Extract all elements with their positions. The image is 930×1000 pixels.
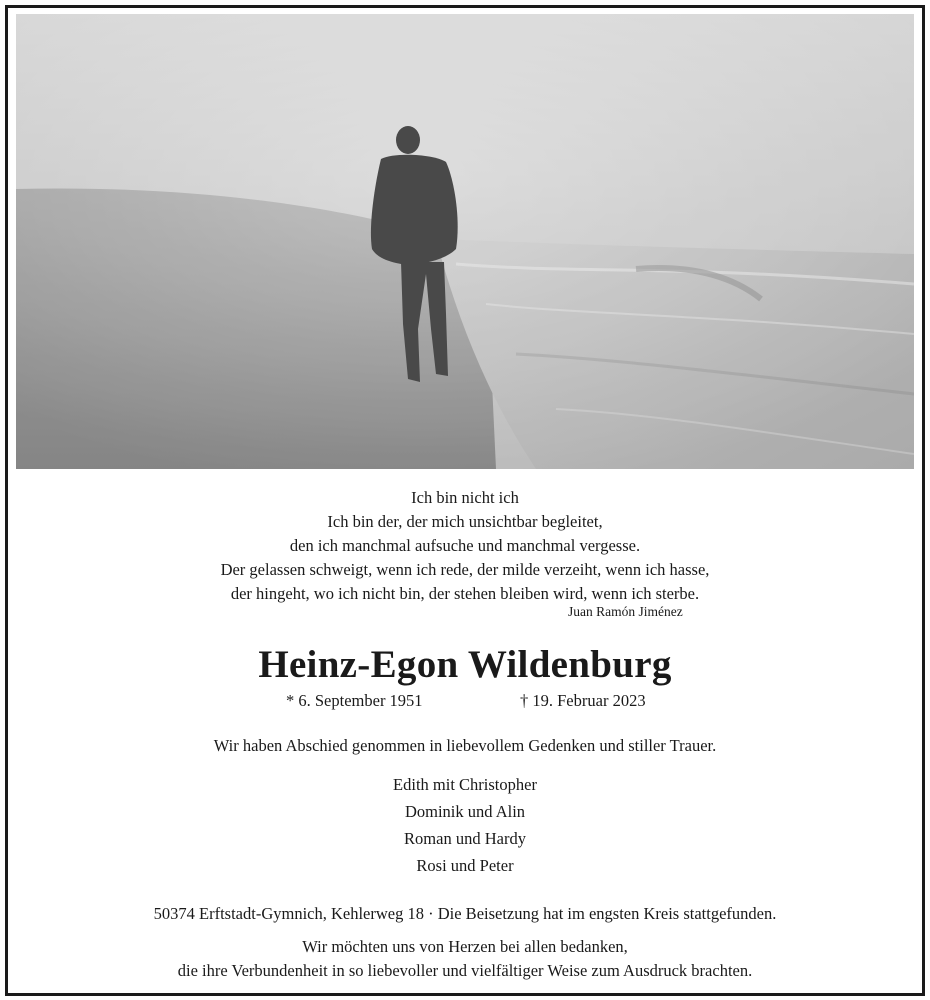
poem bbox=[8, 486, 922, 606]
family-member: Roman und Hardy bbox=[404, 829, 526, 848]
man-walking-on-beach-image bbox=[16, 14, 914, 469]
beach-photo bbox=[16, 14, 914, 469]
family-member: Edith mit Christopher bbox=[393, 775, 537, 794]
family-member: Rosi und Peter bbox=[416, 856, 514, 875]
poem-line: Ich bin der, der mich unsichtbar begleitet, bbox=[327, 512, 603, 531]
death-date: † 19. Februar 2023 bbox=[520, 691, 646, 710]
thanks-line: Wir möchten uns von Herzen bei allen bedanken, bbox=[302, 937, 628, 956]
family-list bbox=[8, 771, 922, 879]
thanks-text bbox=[8, 935, 922, 983]
deceased-name: Heinz-Egon Wildenburg bbox=[258, 643, 672, 686]
thanks-line: die ihre Verbundenheit in so liebevoller und vielfältiger Weise zum Ausdruck brachten. bbox=[177, 961, 753, 980]
poem-line: Ich bin nicht ich bbox=[411, 488, 519, 507]
birth-date: * 6. September 1951 bbox=[286, 691, 423, 710]
poem-author: Juan Ramón Jiménez bbox=[568, 604, 683, 619]
obituary-frame bbox=[5, 5, 925, 996]
poem-line: Der gelassen schweigt, wenn ich rede, der milde verzeiht, wenn ich hasse, bbox=[220, 560, 710, 579]
farewell-text: Wir haben Abschied genommen in liebevollem Gedenken und stiller Trauer. bbox=[213, 736, 717, 755]
poem-line: der hingeht, wo ich nicht bin, der stehen bleiben wird, wenn ich sterbe. bbox=[230, 584, 700, 603]
address-line: 50374 Erftstadt-Gymnich, Kehlerweg 18 · Die Beisetzung hat im engsten Kreis stattgefunden. bbox=[153, 904, 777, 923]
poem-line: den ich manchmal aufsuche und manchmal vergesse. bbox=[289, 536, 641, 555]
family-member: Dominik und Alin bbox=[404, 802, 526, 821]
